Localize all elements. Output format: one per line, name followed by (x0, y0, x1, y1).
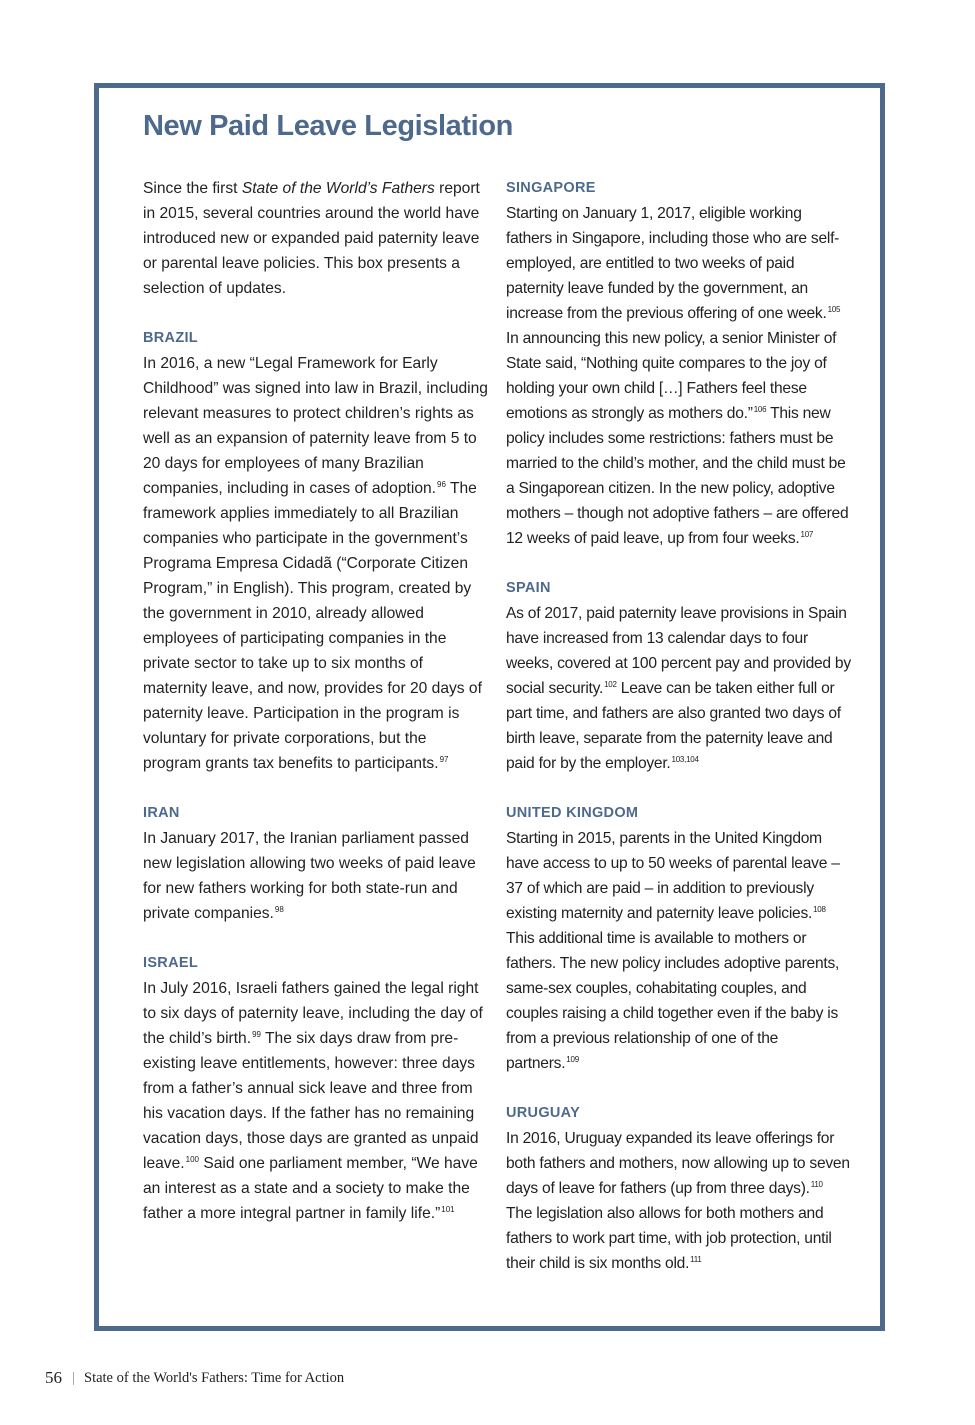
body-text: In 2016, Uruguay expanded its leave offerings for both fathers and mothers, now allowing up to seven days of leave for fathers (up from three days). (506, 1130, 850, 1197)
section-iran (143, 801, 488, 926)
section-heading: UNITED KINGDOM (506, 805, 639, 821)
footnote-ref[interactable]: 105 (827, 305, 841, 314)
footnote-ref[interactable]: 109 (566, 1055, 579, 1064)
body-text: Leave can be taken either full or part time, and fathers are also granted two days of birth leave, separate from the paternity leave and paid for by the employer. (506, 680, 841, 772)
body-text: In July 2016, Israeli fathers gained the legal right to six days of paternity leave, including the day of the child’s birth. (143, 980, 483, 1047)
section-body (143, 351, 488, 776)
intro-section (143, 176, 488, 301)
section-body (506, 1126, 851, 1276)
footnote-ref[interactable]: 111 (690, 1255, 702, 1264)
body-text: Said one parliament member, “We have an interest as a state and a society to make the father a more integral partner in family life.” (143, 1155, 478, 1222)
section-heading: SINGAPORE (506, 180, 596, 196)
body-text: The framework applies immediately to all Brazilian companies who participate in the government’s Programa Empresa Cidadã (“Corporate Citizen Program,” in English). This program, created by the government in 2010, already allowed employees of participating companies in the private sector to take up to six months of maternity leave, and now, provides for 20 days of paternity leave. Participation in the program is voluntary for private corporations, but the program grants tax benefits to participants. (143, 480, 482, 772)
footnote-ref[interactable]: 99 (252, 1030, 261, 1039)
section-heading: SPAIN (506, 580, 551, 596)
page-number: 56 (45, 1368, 62, 1387)
body-text: This additional time is available to mothers or fathers. The new policy includes adoptive parents, same-sex couples, cohabitating couples, and couples raising a child together even if the baby is from a previous relationship of one of the partners. (506, 930, 840, 1072)
body-text: Starting on January 1, 2017, eligible working fathers in Singapore, including those who are self-employed, are entitled to two weeks of paid paternity leave funded by the government, an increase from the previous offering of one week. (506, 205, 840, 322)
intro-text: Since the first (143, 180, 242, 197)
section-body (506, 826, 851, 1076)
footnote-ref[interactable]: 97 (439, 755, 449, 764)
body-text: The legislation also allows for both mothers and fathers to work part time, with job protection, until their child is six months old. (506, 1205, 832, 1272)
section-heading: URUGUAY (506, 1105, 581, 1121)
footnote-ref[interactable]: 96 (437, 480, 446, 489)
intro-text: report in 2015, several countries around the world have introduced new or expanded paid paternity leave or parental leave policies. This box presents a selection of updates. (143, 180, 480, 297)
footnote-ref[interactable]: 110 (810, 1180, 823, 1189)
left-column (143, 176, 488, 1251)
report-title-italic: State of the World’s Fathers (241, 180, 435, 197)
section-israel (143, 951, 488, 1226)
intro-paragraph (143, 176, 488, 301)
section-heading: ISRAEL (143, 955, 198, 971)
footnote-ref[interactable]: 103,104 (671, 755, 699, 764)
box-title: New Paid Leave Legislation (143, 110, 513, 142)
body-text: In January 2017, the Iranian parliament passed new legislation allowing two weeks of paid leave for new fathers working for both state-run and private companies. (143, 830, 476, 922)
footnote-ref[interactable]: 100 (185, 1155, 199, 1164)
footnote-ref[interactable]: 101 (441, 1205, 455, 1214)
body-text: As of 2017, paid paternity leave provisions in Spain have increased from 13 calendar days to four weeks, covered at 100 percent pay and provided by social security. (506, 605, 851, 697)
right-column (506, 176, 851, 1301)
body-text: The six days draw from pre-existing leave entitlements, however: three days from a father’s annual sick leave and three from his vacation days. If the father has no remaining vacation days, those days are granted as unpaid leave. (143, 1030, 479, 1172)
body-text: In 2016, a new “Legal Framework for Early Childhood” was signed into law in Brazil, including relevant measures to protect children’s rights as well as an expansion of paternity leave from 5 to 20 days for employees of many Brazilian companies, including in cases of adoption. (143, 355, 488, 497)
section-heading: IRAN (143, 805, 180, 821)
footnote-ref[interactable]: 102 (604, 680, 617, 689)
footnote-ref[interactable]: 98 (274, 905, 284, 914)
section-uruguay (506, 1101, 851, 1276)
footnote-ref[interactable]: 108 (813, 905, 826, 914)
section-brazil (143, 326, 488, 776)
section-body (506, 601, 851, 776)
footnote-ref[interactable]: 106 (753, 405, 767, 414)
publication-title: State of the World's Fathers: Time for Action (84, 1369, 345, 1386)
section-spain (506, 576, 851, 776)
body-text: Starting in 2015, parents in the United Kingdom have access to up to 50 weeks of parental leave – 37 of which are paid – in addition to previously existing maternity and paternity leave policies. (506, 830, 840, 922)
section-body (143, 826, 488, 926)
section-singapore (506, 176, 851, 551)
body-text: In announcing this new policy, a senior Minister of State said, “Nothing quite compares to the joy of holding your own child […] Fathers feel these emotions as strongly as mothers do.” (506, 330, 837, 422)
section-heading: BRAZIL (143, 330, 198, 346)
section-united-kingdom (506, 801, 851, 1076)
body-text: This new policy includes some restrictions: fathers must be married to the child’s mother, and the child must be a Singaporean citizen. In the new policy, adoptive mothers – though not adoptive fathers – are offered 12 weeks of paid leave, up from four weeks. (506, 405, 849, 547)
footer-divider (73, 1372, 74, 1385)
footnote-ref[interactable]: 107 (800, 530, 814, 539)
sidebar-box (94, 83, 885, 1331)
page-footer (45, 1368, 344, 1388)
section-body (506, 201, 851, 551)
section-body (143, 976, 488, 1226)
